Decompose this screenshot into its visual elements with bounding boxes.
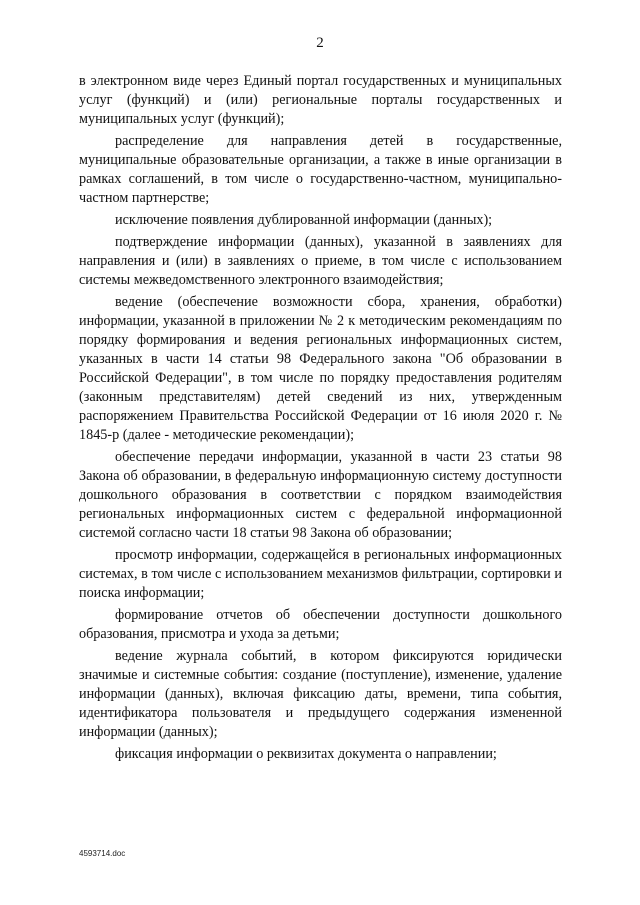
paragraph-10: фиксация информации о реквизитах документа о направлении; (115, 746, 497, 762)
paragraph-2: распределение для направления детей в государственные, муниципальные образовательные организации, а также в иные организации в рамках соглашений, в том числе о государственно-частном, муниципально-частном партнерстве; (79, 133, 562, 206)
paragraph-7: просмотр информации, содержащейся в региональных информационных системах, в том числе с использованием механизмов фильтрации, сортировки и поиска информации; (79, 547, 562, 601)
paragraph-9: ведение журнала событий, в котором фиксируются юридически значимые и системные события: создание (поступление), изменение, удаление информации (данных), включая фиксацию даты, времени, типа события, идентификатора пользователя и предыдущего содержания измененной информации (данных); (79, 648, 562, 740)
paragraph-4: подтверждение информации (данных), указанной в заявлениях для направления и (или) в заявлениях о приеме, в том числе с использованием системы межведомственного электронного взаимодействия; (79, 234, 562, 288)
paragraph-5: ведение (обеспечение возможности сбора, хранения, обработки) информации, указанной в приложении № 2 к методическим рекомендациям по порядку формирования и ведения региональных информационных систем, указанных в части 14 статьи 98 Федерального закона "Об образовании в Российской Федерации", в том числе по порядку предоставления родителям (законным представителям) детей сведений из них, утвержденным распоряжением Правительства Российской Федерации от 16 июля 2020 г. № 1845-р (далее - методические рекомендации); (79, 294, 562, 443)
file-code: 4593714.doc (79, 849, 126, 858)
document-body (79, 72, 562, 767)
paragraph-8: формирование отчетов об обеспечении доступности дошкольного образования, присмотра и ухода за детьми; (79, 607, 562, 642)
page-number: 2 (316, 35, 324, 51)
paragraph-1: в электронном виде через Единый портал государственных и муниципальных услуг (функций) и (или) региональные порталы государственных и муниципальных услуг (функций); (79, 73, 562, 127)
paragraph-3: исключение появления дублированной информации (данных); (115, 212, 493, 228)
paragraph-6: обеспечение передачи информации, указанной в части 23 статьи 98 Закона об образовании, в федеральную информационную систему доступности дошкольного образования в соответствии с порядком взаимодействия региональных информационных систем с федеральной информационной системой согласно части 18 статьи 98 Закона об образовании; (79, 449, 562, 541)
